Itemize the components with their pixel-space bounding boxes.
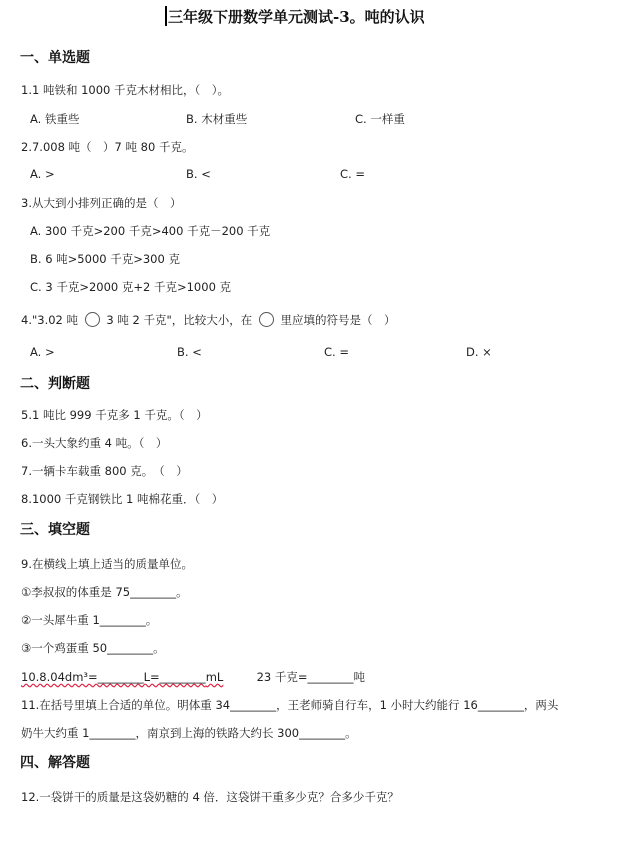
section-heading-true-false: 二、判断题	[20, 376, 90, 392]
q2-option-b: B. <	[186, 167, 211, 181]
text-cursor	[165, 6, 167, 26]
section-heading-solve: 四、解答题	[20, 755, 90, 771]
q2-option-a: A. >	[30, 167, 55, 181]
q10-part2: 23 千克=________	[256, 670, 354, 684]
question-1: 1.1 吨铁和 1000 千克木材相比，（ ）。	[21, 83, 230, 97]
question-10	[21, 669, 365, 685]
q4-text-part3: 里应填的符号是（ ）	[280, 313, 396, 327]
blank-circle-icon	[259, 312, 274, 327]
q4-option-c: C. =	[324, 345, 349, 359]
q10-unit-ml: mL	[205, 670, 224, 684]
question-8: 8.1000 千克钢铁比 1 吨棉花重．（ ）	[21, 492, 224, 506]
q10-part1: 10.8.04dm³=________L=________	[21, 670, 206, 684]
q3-option-a: A. 300 千克>200 千克>400 千克－200 千克	[30, 224, 271, 238]
q9-item-2: ②一头犀牛重 1________。	[21, 613, 158, 627]
question-6: 6.一头大象约重 4 吨。（ ）	[21, 436, 168, 450]
q2-option-c: C. =	[340, 167, 365, 181]
page-title: 三年级下册数学单元测试-3。吨的认识	[168, 8, 425, 26]
q3-option-c: C. 3 千克>2000 克+2 千克>1000 克	[30, 280, 232, 294]
question-11-line-2: 奶牛大约重 1________，南京到上海的铁路大约长 300________。	[21, 726, 357, 740]
question-2: 2.7.008 吨（ ）7 吨 80 千克。	[21, 140, 194, 154]
question-11-line-1: 11.在括号里填上合适的单位。明体重 34________，王老师骑自行车，1 小时大约能行 16________，两头	[21, 698, 559, 712]
q4-option-b: B. <	[177, 345, 202, 359]
question-5: 5.1 吨比 999 千克多 1 千克。（ ）	[21, 408, 208, 422]
q9-item-1: ①李叔叔的体重是 75________。	[21, 585, 188, 599]
question-4	[21, 312, 396, 328]
blank-circle-icon[interactable]	[85, 312, 100, 327]
q3-option-b: B. 6 吨>5000 千克>300 克	[30, 252, 180, 266]
q10-unit-ton: 吨	[353, 670, 366, 684]
question-7: 7.一辆卡车载重 800 克。 （ ）	[21, 464, 188, 478]
question-3: 3.从大到小排列正确的是（ ）	[21, 196, 182, 210]
q4-text-part1: 4."3.02 吨	[21, 313, 79, 327]
q4-text-part2: 3 吨 2 千克"，比较大小，在	[106, 313, 253, 327]
q4-option-d: D. ×	[466, 345, 492, 359]
q4-option-a: A. >	[30, 345, 55, 359]
q1-option-b: B. 木材重些	[186, 112, 248, 126]
q9-item-3: ③一个鸡蛋重 50________。	[21, 641, 165, 655]
q1-option-a: A. 铁重些	[30, 112, 80, 126]
q1-option-c: C. 一样重	[355, 112, 405, 126]
section-heading-single-choice: 一、单选题	[20, 50, 90, 66]
question-12: 12.一袋饼干的质量是这袋奶糖的 4 倍．这袋饼干重多少克？合多少千克？	[21, 790, 399, 804]
question-9: 9.在横线上填上适当的质量单位。	[21, 557, 193, 571]
section-heading-fill-in: 三、填空题	[20, 522, 90, 538]
